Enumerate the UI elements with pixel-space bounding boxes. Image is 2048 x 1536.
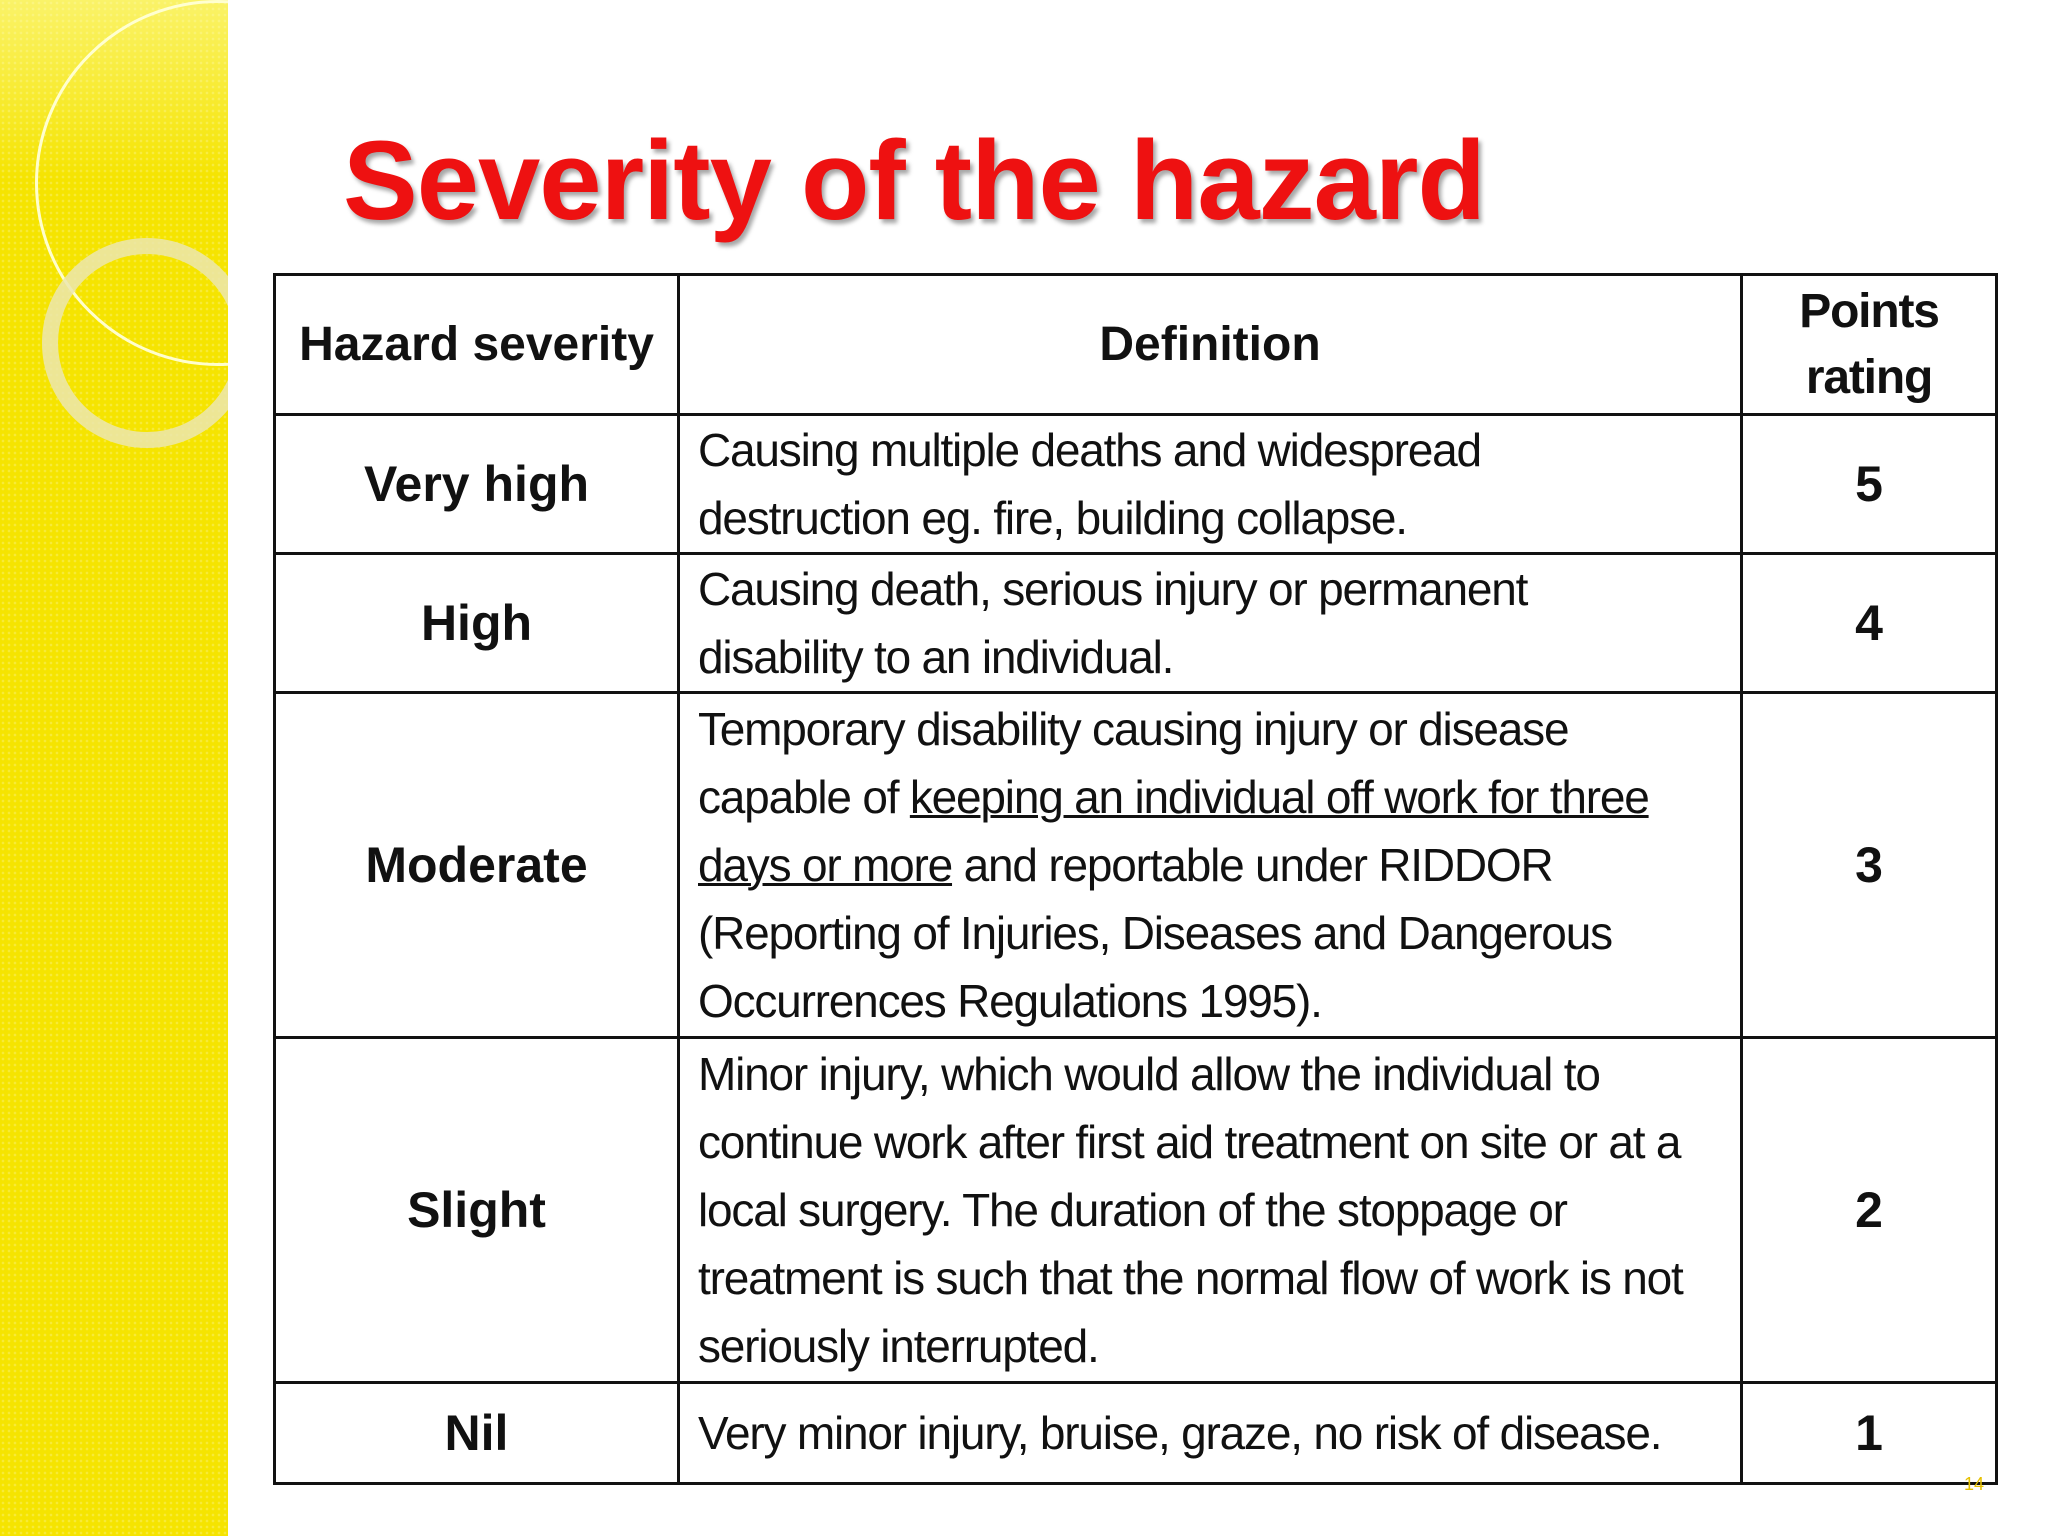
table-row (275, 693, 1997, 1038)
definition-cell (679, 554, 1742, 693)
points-cell: 4 (1742, 554, 1997, 693)
definition-line: Causing multiple deaths and widespread (698, 424, 1481, 476)
header-hazard-severity: Hazard severity (275, 275, 679, 415)
table-header-row (275, 275, 1997, 415)
definition-line: (Reporting of Injuries, Diseases and Dangerous (698, 907, 1612, 959)
table-row (275, 415, 1997, 554)
header-points-line1: Points (1799, 284, 1939, 338)
definition-cell (679, 693, 1742, 1038)
definition-line (698, 763, 1730, 831)
definition-line: Temporary disability causing injury or disease (698, 703, 1569, 755)
header-points-line2: rating (1805, 350, 1933, 404)
definition-line: seriously interrupted. (698, 1320, 1099, 1372)
definition-line (698, 831, 1730, 899)
definition-underlined-text: days or more (698, 839, 953, 891)
points-cell: 1 (1742, 1383, 1997, 1484)
severity-table (273, 273, 1998, 1485)
slide-number: 14 (1964, 1474, 1985, 1494)
definition-line: Causing death, serious injury or permanent (698, 563, 1528, 615)
header-definition: Definition (679, 275, 1742, 415)
definition-line: local surgery. The duration of the stoppage or (698, 1184, 1567, 1236)
definition-cell (679, 1383, 1742, 1484)
severity-cell: High (275, 554, 679, 693)
definition-line: disability to an individual. (698, 631, 1174, 683)
definition-text: and reportable under RIDDOR (952, 839, 1553, 891)
definition-cell (679, 415, 1742, 554)
decorative-sidebar (0, 0, 228, 1536)
points-cell: 5 (1742, 415, 1997, 554)
points-cell: 3 (1742, 693, 1997, 1038)
severity-cell: Nil (275, 1383, 679, 1484)
definition-line: treatment is such that the normal flow of work is not (698, 1252, 1683, 1304)
severity-cell: Moderate (275, 693, 679, 1038)
points-cell: 2 (1742, 1038, 1997, 1383)
definition-cell (679, 1038, 1742, 1383)
severity-cell: Slight (275, 1038, 679, 1383)
definition-underlined-text: keeping an individual off work for three (909, 771, 1649, 823)
definition-line: destruction eg. fire, building collapse. (698, 492, 1407, 544)
table-row (275, 1038, 1997, 1383)
definition-line: Minor injury, which would allow the individual to (698, 1048, 1600, 1100)
definition-line: Occurrences Regulations 1995). (698, 975, 1322, 1027)
severity-cell: Very high (275, 415, 679, 554)
definition-text: capable of (698, 771, 910, 823)
header-points-rating (1742, 275, 1997, 415)
page-title: Severity of the hazard (343, 118, 1485, 243)
table-row (275, 554, 1997, 693)
table-row (275, 1383, 1997, 1484)
definition-line: continue work after first aid treatment on site or at a (698, 1116, 1681, 1168)
definition-line: Very minor injury, bruise, graze, no risk of disease. (698, 1407, 1662, 1459)
